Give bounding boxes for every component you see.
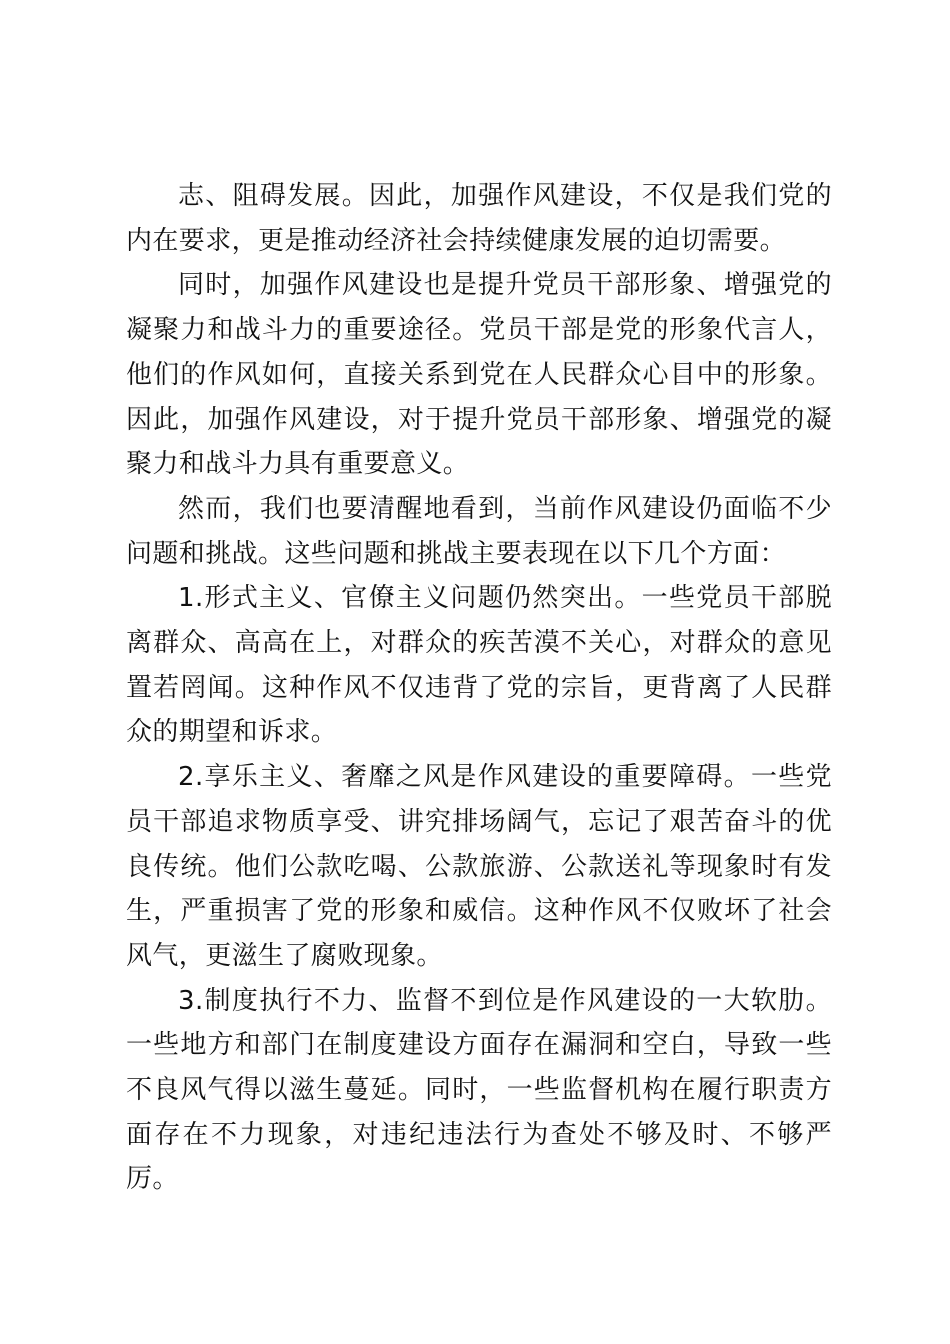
document-body — [126, 174, 832, 1202]
paragraph-item-1: 1.形式主义、官僚主义问题仍然突出。一些党员干部脱离群众、高高在上，对群众的疾苦漠不关心，对群众的意见置若罔闻。这种作风不仅违背了党的宗旨，更背离了人民群众的期望和诉求。 — [126, 583, 832, 748]
paragraph-continuation: 志、阻碍发展。因此，加强作风建设，不仅是我们党的内在要求，更是推动经济社会持续健康发展的迫切需要。 — [126, 181, 832, 256]
paragraph-item-3: 3.制度执行不力、监督不到位是作风建设的一大软肋。一些地方和部门在制度建设方面存在漏洞和空白，导致一些不良风气得以滋生蔓延。同时，一些监督机构在履行职责方面存在不力现象，对违纪违法行为查处不够及时、不够严厉。 — [126, 985, 832, 1195]
paragraph-item-2: 2.享乐主义、奢靡之风是作风建设的重要障碍。一些党员干部追求物质享受、讲究排场阔气，忘记了艰苦奋斗的优良传统。他们公款吃喝、公款旅游、公款送礼等现象时有发生，严重损害了党的形象和威信。这种作风不仅败坏了社会风气，更滋生了腐败现象。 — [126, 762, 832, 971]
paragraph-challenges-intro: 然而，我们也要清醒地看到，当前作风建设仍面临不少问题和挑战。这些问题和挑战主要表现在以下几个方面： — [126, 493, 832, 569]
paragraph-importance: 同时，加强作风建设也是提升党员干部形象、增强党的凝聚力和战斗力的重要途径。党员干部是党的形象代言人，他们的作风如何，直接关系到党在人民群众心目中的形象。因此，加强作风建设，对于提升党员干部形象、增强党的凝聚力和战斗力具有重要意义。 — [126, 270, 832, 480]
